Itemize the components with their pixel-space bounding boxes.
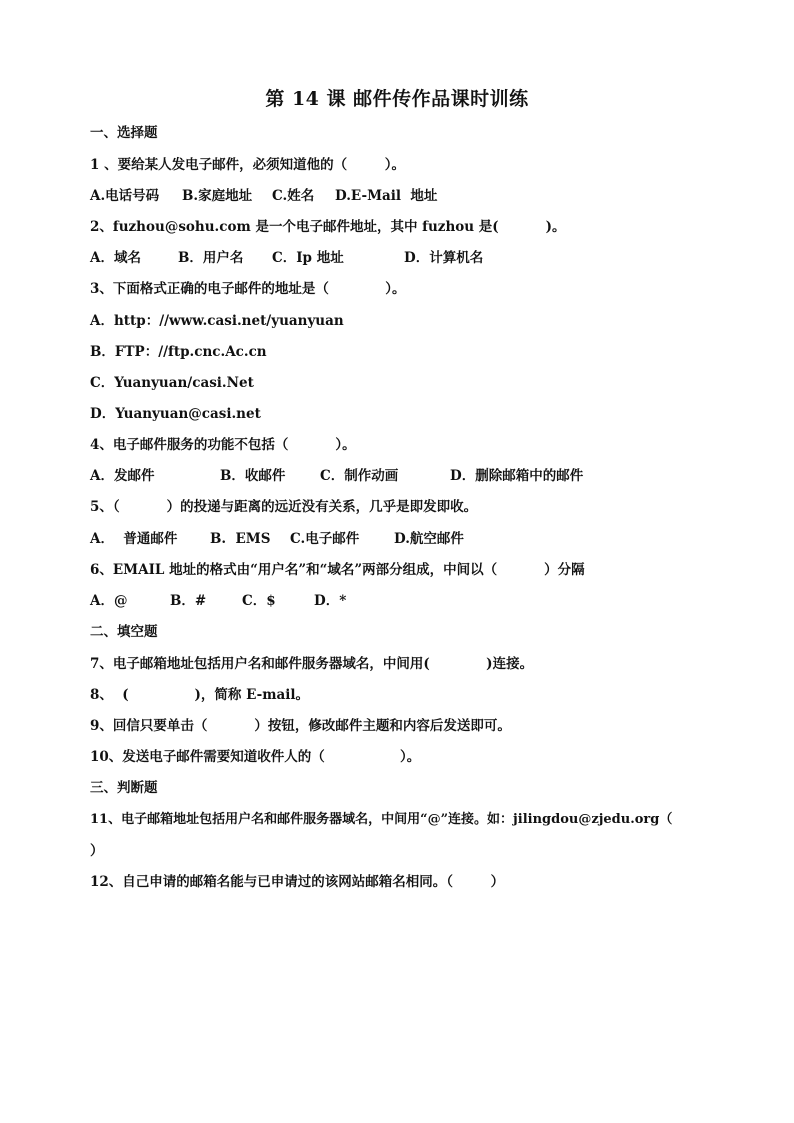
question-1-options [90, 187, 710, 205]
question-4-options [90, 467, 710, 485]
section-heading-choice: 一、选择题 [90, 125, 158, 141]
option-c: C.姓名 [272, 188, 315, 204]
question-4: 4、电子邮件服务的功能不包括（ ）。 [90, 437, 356, 453]
question-11-line-2: ） [90, 843, 104, 859]
option-a: A．域名 [90, 250, 141, 266]
option-c: C．制作动画 [320, 468, 399, 484]
question-3: 3、下面格式正确的电子邮件的地址是（ ）。 [90, 281, 406, 297]
option-d: D.E-Mail 地址 [335, 188, 438, 204]
question-5-options [90, 530, 710, 548]
option-c: C.电子邮件 [290, 531, 360, 547]
question-3-option-d: D．Yuanyuan@casi.net [90, 406, 261, 422]
option-d: D．删除邮箱中的邮件 [450, 468, 584, 484]
question-3-option-c: C．Yuanyuan/casi.Net [90, 375, 254, 391]
option-b: B. EMS [210, 531, 271, 547]
option-b: B．用户名 [178, 250, 244, 266]
option-d: D．计算机名 [404, 250, 484, 266]
page-title: 第 14 课 邮件传作品课时训练 [265, 88, 529, 110]
question-2: 2、fuzhou@sohu.com 是一个电子邮件地址，其中 fuzhou 是( )。 [90, 219, 566, 235]
question-6: 6、EMAIL 地址的格式由“用户名”和“域名”两部分组成，中间以（ ）分隔 [90, 562, 585, 578]
question-5: 5、（ ）的投递与距离的远近没有关系，几乎是即发即收。 [90, 499, 478, 515]
option-d: D.航空邮件 [394, 531, 464, 547]
option-a: A．@ [90, 593, 128, 609]
question-1: 1 、要给某人发电子邮件，必须知道他的（ ）。 [90, 157, 405, 173]
question-11-line-1: 11、电子邮箱地址包括用户名和邮件服务器域名，中间用“@”连接。如：jilingdou@zjedu.org（ [90, 812, 673, 827]
question-10: 10、发送电子邮件需要知道收件人的（ ）。 [90, 749, 421, 765]
option-b: B．# [170, 593, 207, 609]
option-b: B.家庭地址 [182, 188, 253, 204]
question-2-options [90, 249, 710, 267]
question-3-option-b: B．FTP：//ftp.cnc.Ac.cn [90, 344, 267, 360]
question-9: 9、回信只要单击（ ）按钮，修改邮件主题和内容后发送即可。 [90, 718, 511, 734]
option-b: B．收邮件 [220, 468, 286, 484]
option-a: A．发邮件 [90, 468, 155, 484]
option-c: C．Ip 地址 [272, 250, 344, 266]
option-a: A． 普通邮件 [90, 531, 178, 547]
question-12: 12、自己申请的邮箱名能与已申请过的该网站邮箱名相同。（ ） [90, 874, 505, 890]
question-8: 8、 ( )，简称 E-mail。 [90, 687, 309, 703]
question-3-option-a: A．http：//www.casi.net/yuanyuan [90, 313, 344, 329]
question-6-options [90, 592, 710, 610]
section-heading-judge: 三、判断题 [90, 780, 158, 796]
section-heading-fill: 二、填空题 [90, 624, 158, 640]
question-7: 7、电子邮箱地址包括用户名和邮件服务器域名，中间用( )连接。 [90, 656, 534, 672]
option-d: D．* [314, 593, 347, 609]
option-c: C．$ [242, 593, 276, 609]
option-a: A.电话号码 [90, 188, 160, 204]
